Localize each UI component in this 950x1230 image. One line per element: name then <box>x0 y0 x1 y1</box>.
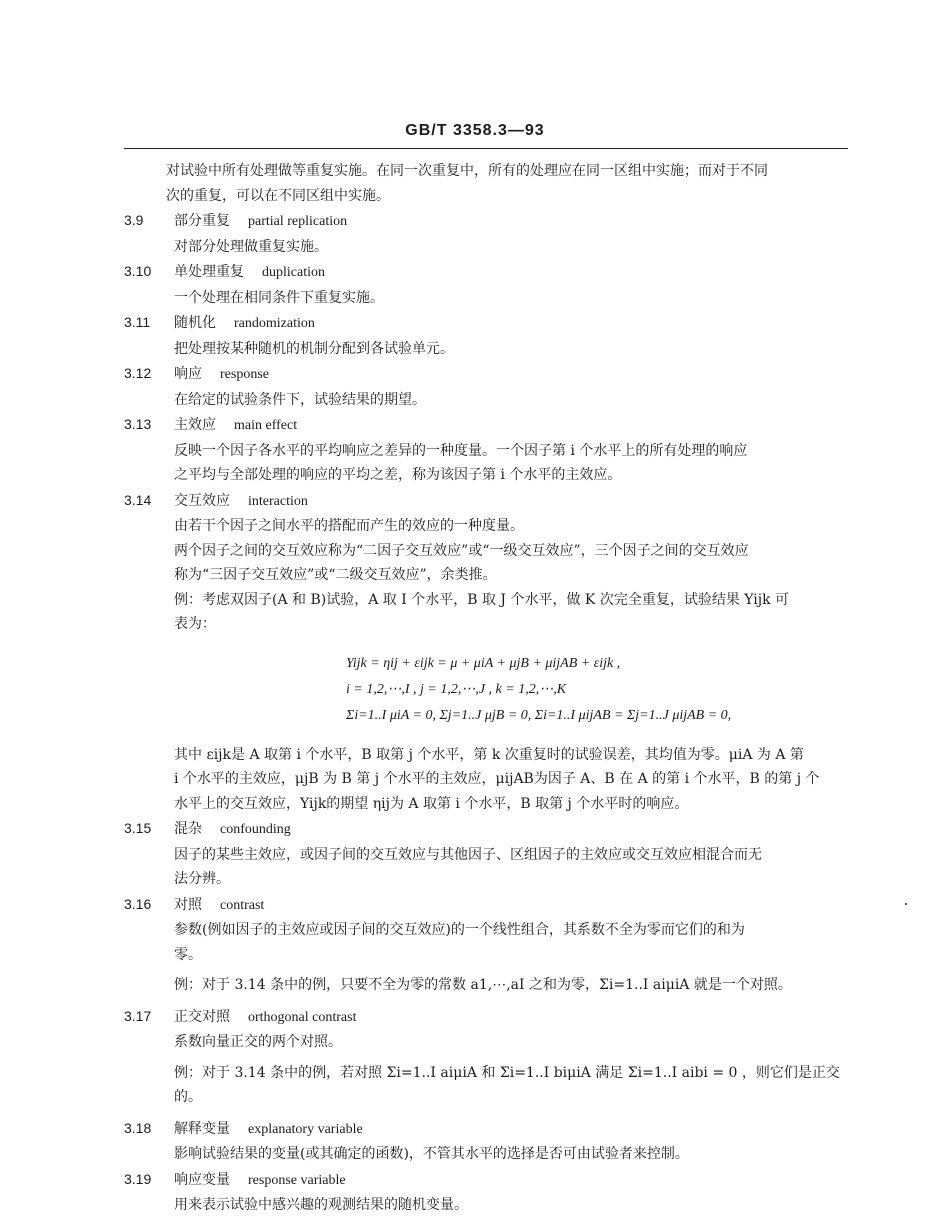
term-en: main effect <box>234 418 298 433</box>
term-zh: 响应 <box>174 366 202 382</box>
term-3-17 <box>124 1004 854 1031</box>
term-en: duplication <box>262 265 325 280</box>
term-3-13 <box>124 412 854 439</box>
formula-line-1: Yijk = ηij + εijk = μ + μiA + μjB + μijAB + εijk , <box>346 655 621 671</box>
term-body: 反映一个因子各水平的平均响应之差异的一种度量。一个因子第 i 个水平上的所有处理的响应 <box>174 442 748 459</box>
intro-line-2: 次的重复，可以在不同区组中实施。 <box>166 187 390 204</box>
term-3-19 <box>124 1167 854 1194</box>
term-zh: 随机化 <box>174 315 216 331</box>
term-number: 3.10 <box>124 263 152 279</box>
term-3-14 <box>124 488 854 515</box>
term-body: 称为“三因子交互效应”或“二级交互效应”，余类推。 <box>174 567 497 583</box>
term-zh: 响应变量 <box>174 1171 230 1188</box>
term-body: 表为： <box>174 616 216 632</box>
term-body: 系数向量正交的两个对照。 <box>174 1034 342 1050</box>
scan-speck <box>905 903 907 905</box>
term-number: 3.18 <box>124 1119 152 1136</box>
term-3-11 <box>124 310 854 337</box>
term-3-18 <box>124 1116 854 1143</box>
term-body: 之平均与全部处理的响应的平均之差，称为该因子第 i 个水平的主效应。 <box>174 467 622 483</box>
term-number: 3.15 <box>124 820 152 836</box>
term-zh: 对照 <box>174 896 202 913</box>
term-number: 3.11 <box>124 314 151 330</box>
term-number: 3.17 <box>124 1007 152 1024</box>
term-number: 3.14 <box>124 491 152 508</box>
term-body: 法分辨。 <box>174 871 230 887</box>
term-en: contrast <box>220 897 265 913</box>
term-en: confounding <box>220 822 291 837</box>
term-body: i 个水平的主效应，μjB 为 B 第 j 个水平的主效应，μijAB为因子 A、B 在 A 的第 i 个水平，B 的第 j 个 <box>174 771 820 787</box>
term-body: 零。 <box>174 946 202 963</box>
term-body: 参数(例如因子的主效应或因子间的交互效应)的一个线性组合，其系数不全为零而它们的和为 <box>174 922 745 938</box>
model-formula <box>346 651 854 729</box>
term-number: 3.9 <box>124 212 144 228</box>
term-number: 3.13 <box>124 416 152 432</box>
term-3-15 <box>124 816 854 843</box>
intro-line-1: 对试验中所有处理做等重复实施。在同一次重复中，所有的处理应在同一区组中实施；而对于不同 <box>166 163 768 179</box>
term-body: 水平上的交互效应，Yijk的期望 ηij为 A 取第 i 个水平，B 取第 j 个水平时的响应。 <box>174 795 689 812</box>
term-zh: 交互效应 <box>174 492 230 509</box>
term-body: 因子的某些主效应，或因子间的交互效应与其他因子、区组因子的主效应或交互效应相混合而无 <box>174 846 762 863</box>
term-en: response <box>220 367 269 382</box>
header-rule <box>124 148 848 149</box>
term-en: partial replication <box>248 214 348 229</box>
term-body: 由若干个因子之间水平的搭配而产生的效应的一种度量。 <box>174 518 524 534</box>
term-number: 3.19 <box>124 1170 152 1187</box>
term-number: 3.16 <box>124 895 152 912</box>
term-zh: 主效应 <box>174 417 216 433</box>
term-example: 例：对于 3.14 条中的例，若对照 Σi=1..I aiμiA 和 Σi=1..I biμiA 满足 Σi=1..I aibi = 0 ，则它们是正交的。 <box>174 1064 840 1105</box>
term-body: 其中 εijk是 A 取第 i 个水平，B 取第 j 个水平，第 k 次重复时的试验误差，其均值为零。μiA 为 A 第 <box>174 746 804 763</box>
term-3-16 <box>124 892 854 919</box>
term-body: 用来表示试验中感兴趣的观测结果的随机变量。 <box>174 1197 468 1213</box>
term-example: 例：对于 3.14 条中的例，只要不全为零的常数 a1,⋯,aI 之和为零，Σi=1..I aiμiA 就是一个对照。 <box>174 977 792 993</box>
term-en: interaction <box>248 493 308 509</box>
term-zh: 解释变量 <box>174 1120 230 1137</box>
standard-code-header: GB/T 3358.3—93 <box>405 122 545 139</box>
term-zh: 单处理重复 <box>174 264 244 280</box>
formula-line-3: Σi=1..I μiA = 0, Σj=1..J μjB = 0, Σi=1..I μijAB = Σj=1..J μijAB = 0, <box>346 707 732 723</box>
term-en: response variable <box>248 1172 346 1188</box>
term-zh: 混杂 <box>174 821 202 837</box>
term-example: 例：考虑双因子(A 和 B)试验，A 取 I 个水平，B 取 J 个水平，做 K 次完全重复，试验结果 Yijk 可 <box>174 591 790 608</box>
term-3-12 <box>124 361 854 388</box>
formula-line-2: i = 1,2,⋯,I , j = 1,2,⋯,J , k = 1,2,⋯,K <box>346 681 567 697</box>
term-en: randomization <box>234 316 315 331</box>
term-zh: 正交对照 <box>174 1008 230 1025</box>
term-body: 影响试验结果的变量(或其确定的函数)，不管其水平的选择是否可由试验者来控制。 <box>174 1146 689 1162</box>
term-body: 对部分处理做重复实施。 <box>174 238 328 255</box>
term-3-9 <box>124 208 854 235</box>
term-zh: 部分重复 <box>174 213 230 229</box>
term-en: orthogonal contrast <box>248 1009 357 1025</box>
term-body: 把处理按某种随机的机制分配到各试验单元。 <box>174 340 454 357</box>
term-body: 在给定的试验条件下，试验结果的期望。 <box>174 391 426 408</box>
term-en: explanatory variable <box>248 1121 363 1137</box>
term-body: 两个因子之间的交互效应称为“二因子交互效应”或“一级交互效应”，三个因子之间的交互效应 <box>174 542 749 559</box>
term-number: 3.12 <box>124 365 152 381</box>
document-body <box>124 159 854 1218</box>
term-3-10 <box>124 259 854 286</box>
term-body: 一个处理在相同条件下重复实施。 <box>174 289 384 306</box>
